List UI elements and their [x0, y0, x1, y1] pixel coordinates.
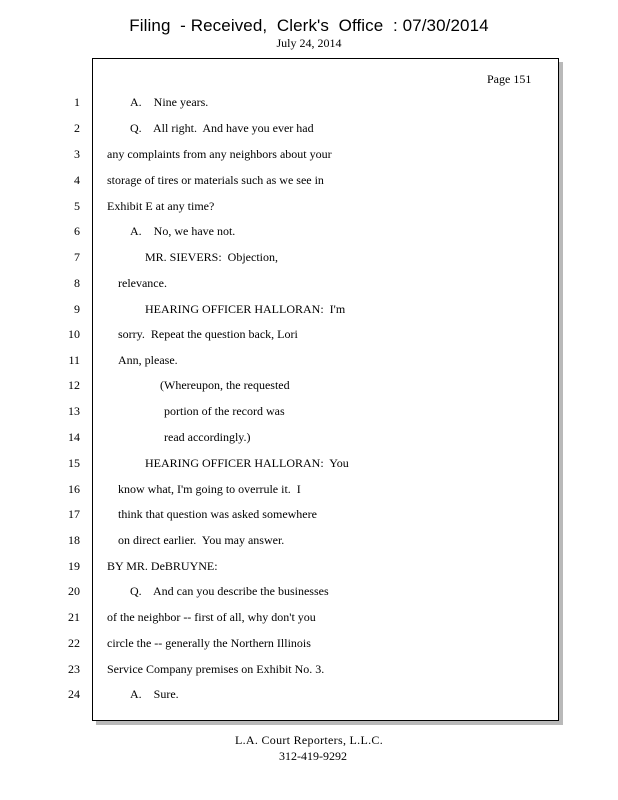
- transcript-line: think that question was asked somewhere: [118, 507, 317, 521]
- transcript-line: BY MR. DeBRUYNE:: [107, 559, 218, 573]
- line-number: 14: [68, 430, 80, 444]
- transcript-line: circle the -- generally the Northern Illinois: [107, 636, 311, 650]
- line-number: 18: [68, 533, 80, 547]
- reporter-company: L.A. Court Reporters, L.L.C.: [234, 733, 384, 747]
- transcript-line: HEARING OFFICER HALLORAN: I'm: [145, 302, 346, 316]
- line-number: 6: [74, 224, 80, 238]
- filing-stamp: Filing - Received, Clerk's Office : 07/30/2014: [129, 16, 489, 35]
- transcript-line: know what, I'm going to overrule it. I: [118, 482, 301, 496]
- line-number: 12: [68, 378, 80, 392]
- line-number: 23: [68, 662, 80, 676]
- line-number: 4: [74, 173, 80, 187]
- page-number: Page 151: [487, 72, 532, 86]
- reporter-phone: 312-419-9292: [279, 749, 347, 763]
- line-number: 10: [68, 327, 80, 341]
- transcript-line: storage of tires or materials such as we see in: [107, 173, 324, 187]
- line-number: 8: [74, 276, 80, 290]
- transcript-line: Q. And can you describe the businesses: [130, 584, 329, 598]
- transcript-line: read accordingly.): [164, 430, 251, 444]
- line-number: 24: [68, 687, 80, 701]
- transcript-line: any complaints from any neighbors about your: [107, 147, 332, 161]
- line-number: 19: [68, 559, 80, 573]
- line-number: 13: [68, 404, 80, 418]
- line-number: 2: [74, 121, 80, 135]
- line-number: 5: [74, 199, 80, 213]
- line-number: 3: [74, 147, 80, 161]
- line-number: 17: [68, 507, 80, 521]
- transcript-line: on direct earlier. You may answer.: [118, 533, 285, 547]
- transcript-line: MR. SIEVERS: Objection,: [145, 250, 279, 264]
- line-number: 20: [68, 584, 80, 598]
- transcript-line: Q. All right. And have you ever had: [130, 121, 314, 135]
- transcript-line: portion of the record was: [164, 404, 285, 418]
- line-number: 9: [74, 302, 80, 316]
- line-number: 21: [68, 610, 80, 624]
- transcript-line: A. No, we have not.: [130, 224, 236, 238]
- line-number: 11: [68, 353, 80, 367]
- line-number: 7: [74, 250, 80, 264]
- line-number: 22: [68, 636, 80, 650]
- line-number: 1: [74, 95, 80, 109]
- transcript-line: Ann, please.: [118, 353, 178, 367]
- transcript-line: (Whereupon, the requested: [160, 378, 290, 392]
- transcript-line: relevance.: [118, 276, 167, 290]
- line-number: 16: [68, 482, 80, 496]
- transcript-line: sorry. Repeat the question back, Lori: [118, 327, 298, 341]
- line-number: 15: [68, 456, 80, 470]
- transcript-line: A. Sure.: [130, 687, 179, 701]
- transcript-line: Service Company premises on Exhibit No. 3.: [107, 662, 325, 676]
- transcript-line: HEARING OFFICER HALLORAN: You: [145, 456, 349, 470]
- transcript-line: of the neighbor -- first of all, why don't you: [107, 610, 316, 624]
- transcript-line: A. Nine years.: [130, 95, 209, 109]
- transcript-date: July 24, 2014: [276, 36, 342, 50]
- transcript-line: Exhibit E at any time?: [107, 199, 215, 213]
